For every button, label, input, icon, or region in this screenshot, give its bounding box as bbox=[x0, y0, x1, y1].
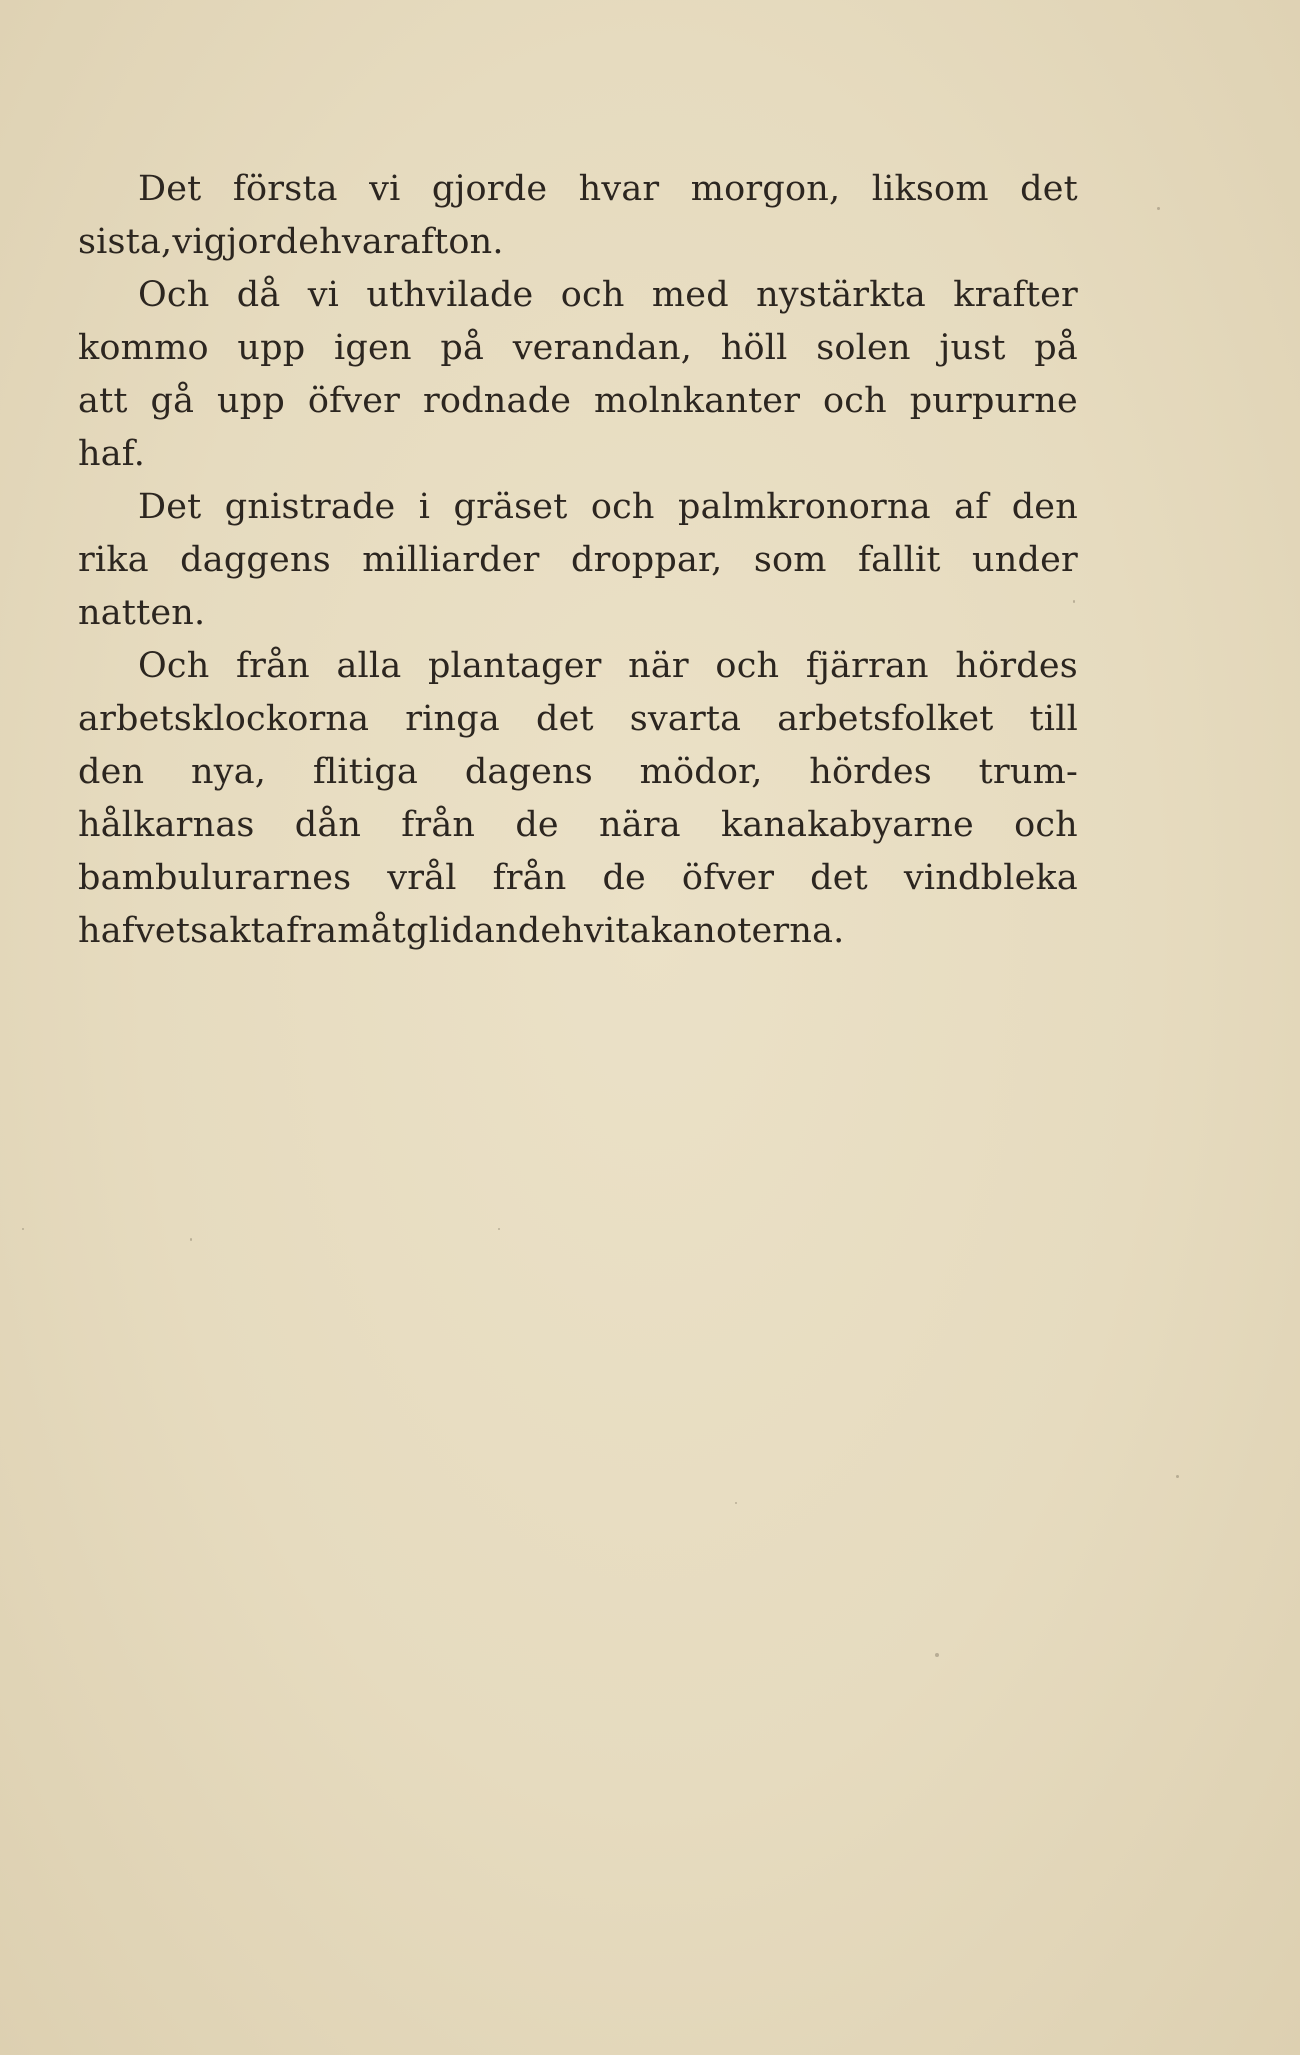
word: framåtglidande bbox=[286, 911, 562, 951]
text-line bbox=[78, 534, 1078, 587]
paragraph bbox=[78, 269, 1078, 481]
word: fallit bbox=[857, 540, 941, 580]
text-line bbox=[78, 163, 1078, 216]
paper-speck bbox=[735, 1502, 737, 1504]
word: gräset bbox=[453, 487, 568, 527]
word: Det bbox=[138, 169, 202, 209]
word: och bbox=[560, 275, 625, 315]
word: den bbox=[78, 752, 145, 792]
word: sakta bbox=[190, 911, 287, 951]
word: natten. bbox=[78, 593, 206, 633]
word: hålkarnas bbox=[78, 805, 255, 845]
word: då bbox=[236, 275, 281, 315]
word: svarta bbox=[629, 699, 742, 739]
word: det bbox=[1020, 169, 1078, 209]
paragraph bbox=[78, 163, 1078, 269]
paper-speck bbox=[190, 1238, 192, 1241]
word: droppar, bbox=[570, 540, 723, 580]
word: plantager bbox=[427, 646, 602, 686]
word: hafvet bbox=[78, 911, 191, 951]
word: hvita bbox=[561, 911, 651, 951]
paper-speck bbox=[1073, 600, 1075, 603]
word: solen bbox=[816, 328, 911, 368]
word: vi bbox=[172, 222, 204, 262]
word: palmkronorna bbox=[677, 487, 931, 527]
word: dån bbox=[294, 805, 362, 845]
word: att bbox=[78, 381, 128, 421]
word: de bbox=[602, 858, 646, 898]
word: af bbox=[954, 487, 989, 527]
word: med bbox=[651, 275, 729, 315]
text-line bbox=[78, 481, 1078, 534]
text-line bbox=[78, 640, 1078, 693]
paragraph bbox=[78, 640, 1078, 958]
text-line bbox=[78, 269, 1078, 322]
word: vrål bbox=[387, 858, 457, 898]
text-line bbox=[78, 852, 1078, 905]
body-text bbox=[78, 163, 1078, 958]
word: vindbleka bbox=[903, 858, 1078, 898]
word: nära bbox=[599, 805, 681, 845]
word: öfver bbox=[307, 381, 401, 421]
paper-speck bbox=[1157, 207, 1160, 210]
word: från bbox=[492, 858, 567, 898]
word: från bbox=[236, 646, 310, 686]
word: sista, bbox=[78, 222, 173, 262]
word: upp bbox=[217, 381, 285, 421]
word: trum- bbox=[978, 752, 1078, 792]
word: Det bbox=[138, 487, 202, 527]
word: uthvilade bbox=[366, 275, 534, 315]
word: öfver bbox=[681, 858, 775, 898]
word: gnistrade bbox=[224, 487, 396, 527]
word: arbetsklockorna bbox=[78, 699, 370, 739]
word: gjorde bbox=[431, 169, 548, 209]
word: alla bbox=[336, 646, 402, 686]
text-line bbox=[78, 905, 1078, 958]
word: krafter bbox=[953, 275, 1078, 315]
word: haf. bbox=[78, 434, 146, 474]
text-line bbox=[78, 799, 1078, 852]
word: purpurne bbox=[909, 381, 1078, 421]
word: igen bbox=[334, 328, 412, 368]
word: på bbox=[440, 328, 485, 368]
word: det bbox=[810, 858, 868, 898]
paper-speck bbox=[498, 1228, 500, 1230]
paper-speck bbox=[935, 1653, 939, 1657]
word: gjorde bbox=[203, 222, 320, 262]
word: milliarder bbox=[362, 540, 540, 580]
word: på bbox=[1034, 328, 1078, 368]
word: rika bbox=[78, 540, 149, 580]
word: den bbox=[1011, 487, 1078, 527]
word: afton. bbox=[399, 222, 504, 262]
word: och bbox=[823, 381, 887, 421]
word: molnkanter bbox=[594, 381, 801, 421]
word: Och bbox=[138, 275, 210, 315]
word: till bbox=[1029, 699, 1078, 739]
word: morgon, bbox=[690, 169, 841, 209]
word: nya, bbox=[190, 752, 267, 792]
paragraph bbox=[78, 481, 1078, 640]
word: hvar bbox=[319, 222, 400, 262]
word: de bbox=[515, 805, 559, 845]
word: i bbox=[418, 487, 431, 527]
text-line bbox=[78, 587, 1078, 640]
word: flitiga bbox=[312, 752, 419, 792]
word: kanoterna. bbox=[650, 911, 845, 951]
word: mödor, bbox=[639, 752, 763, 792]
word: när bbox=[628, 646, 689, 686]
word: upp bbox=[237, 328, 306, 368]
word: verandan, bbox=[512, 328, 693, 368]
word: och bbox=[715, 646, 780, 686]
word: dagens bbox=[464, 752, 593, 792]
word: och bbox=[1014, 805, 1078, 845]
text-line bbox=[78, 322, 1078, 375]
word: höll bbox=[720, 328, 788, 368]
word: hördes bbox=[809, 752, 932, 792]
word: arbetsfolket bbox=[777, 699, 994, 739]
paper-speck bbox=[22, 1228, 24, 1230]
word: som bbox=[753, 540, 827, 580]
word: hvar bbox=[578, 169, 660, 209]
word: daggens bbox=[180, 540, 331, 580]
word: från bbox=[401, 805, 476, 845]
word: hördes bbox=[955, 646, 1078, 686]
word: gå bbox=[150, 381, 195, 421]
word: bambulurarnes bbox=[78, 858, 352, 898]
text-line bbox=[78, 746, 1078, 799]
word: vi bbox=[307, 275, 340, 315]
word: liksom bbox=[871, 169, 989, 209]
text-line bbox=[78, 428, 1078, 481]
text-line bbox=[78, 375, 1078, 428]
word: Och bbox=[138, 646, 210, 686]
word: nystärkta bbox=[756, 275, 926, 315]
word: under bbox=[972, 540, 1078, 580]
word: vi bbox=[369, 169, 401, 209]
word: ringa bbox=[405, 699, 500, 739]
paper-speck bbox=[1176, 1475, 1179, 1478]
word: och bbox=[590, 487, 655, 527]
word: rodnade bbox=[422, 381, 572, 421]
word: det bbox=[535, 699, 594, 739]
word: första bbox=[232, 169, 338, 209]
word: fjärran bbox=[805, 646, 929, 686]
word: kanakabyarne bbox=[720, 805, 974, 845]
text-line bbox=[78, 693, 1078, 746]
word: kommo bbox=[78, 328, 209, 368]
text-line bbox=[78, 216, 1078, 269]
word: just bbox=[939, 328, 1006, 368]
